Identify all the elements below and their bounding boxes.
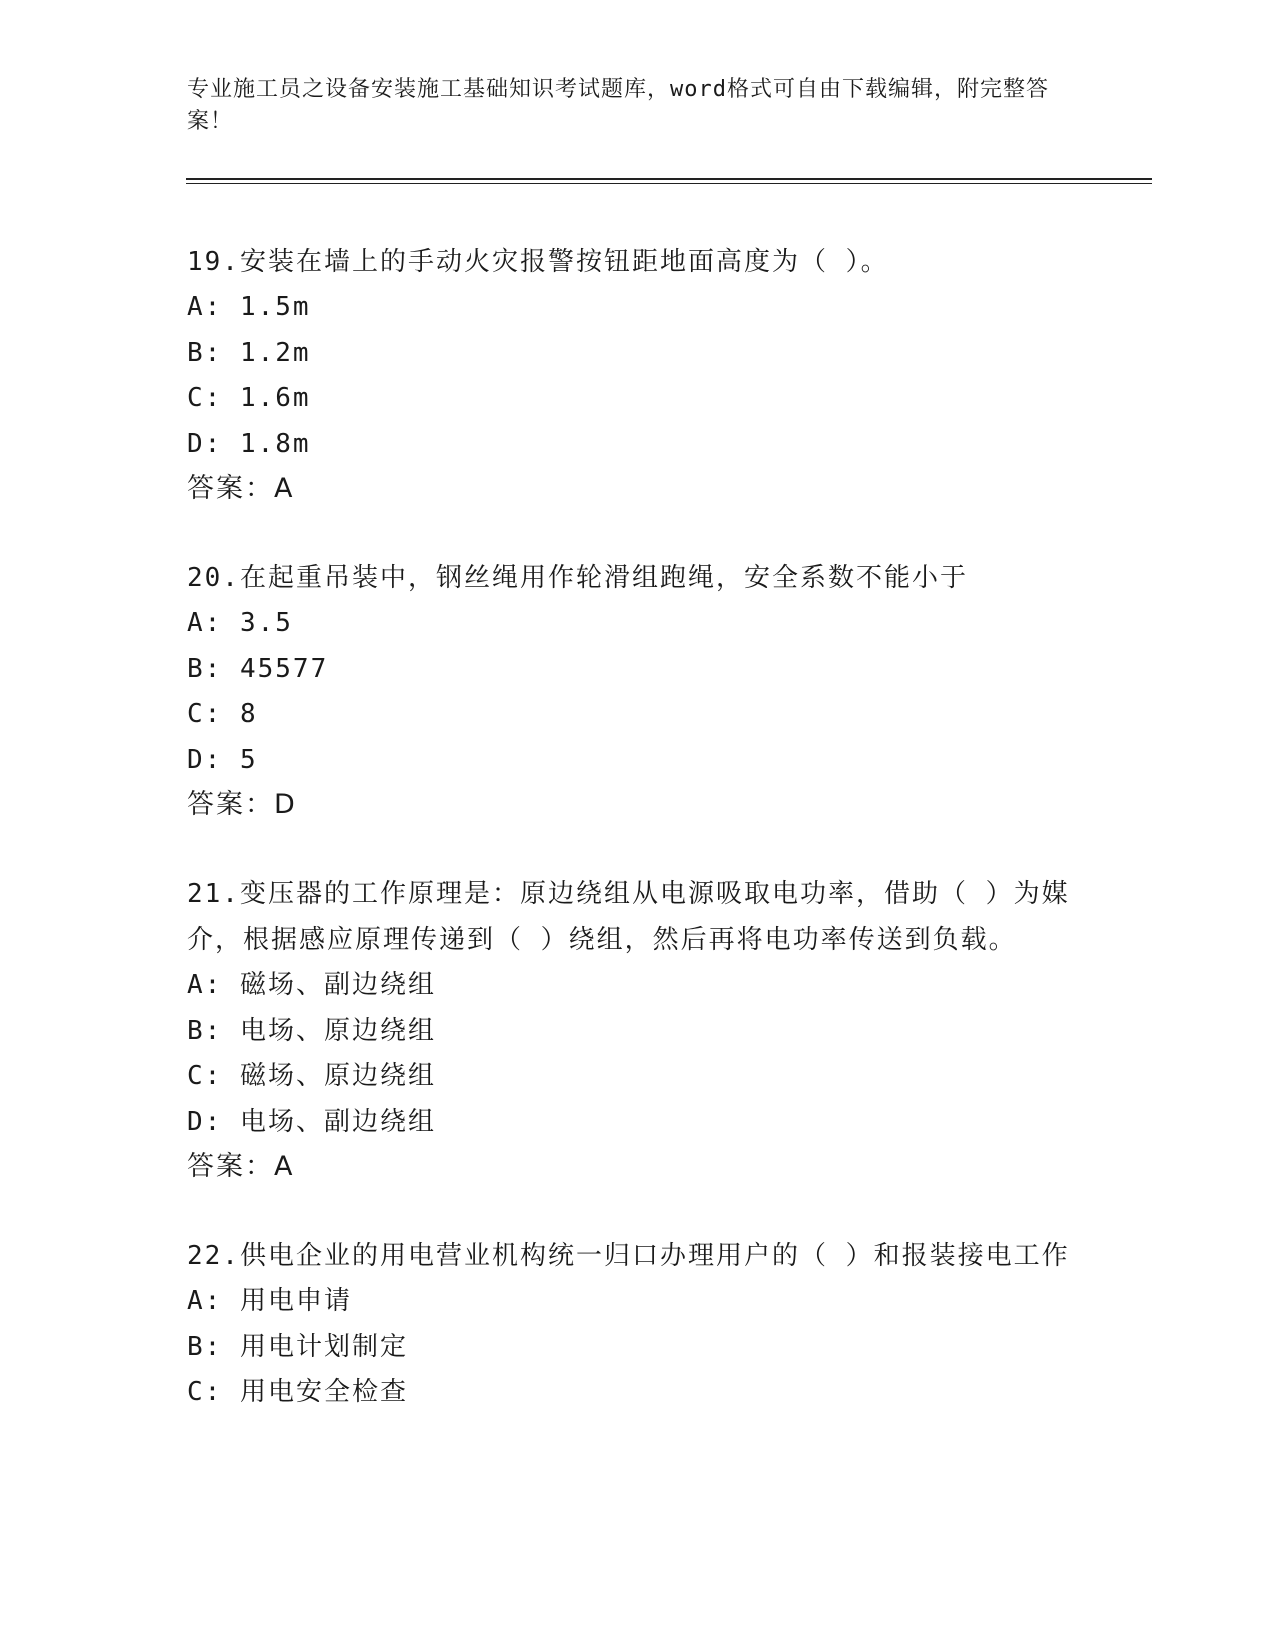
answer-line: 答案：D bbox=[187, 789, 297, 820]
option-d: D: 电场、副边绕组 bbox=[187, 1106, 436, 1137]
option-c: C: 8 bbox=[187, 699, 258, 729]
header-rule-thin bbox=[186, 183, 1152, 184]
option-d: D: 1.8m bbox=[187, 428, 311, 459]
option-c: C: 磁场、原边绕组 bbox=[187, 1061, 436, 1091]
answer-line: 答案：A bbox=[187, 1151, 295, 1182]
question-stem: 20.在起重吊装中，钢丝绳用作轮滑组跑绳，安全系数不能小于 bbox=[187, 563, 968, 593]
option-c: C: 1.6m bbox=[187, 383, 311, 413]
option-a: A: 3.5 bbox=[187, 608, 293, 638]
document-header: 专业施工员之设备安装施工基础知识考试题库，word格式可自由下载编辑，附完整答案！ bbox=[187, 77, 1049, 134]
option-d: D: 5 bbox=[187, 744, 258, 775]
question-list bbox=[187, 239, 1087, 1460]
question-stem: 22.供电企业的用电营业机构统一归口办理用户的（ ）和报装接电工作 bbox=[187, 1241, 1070, 1271]
question-22 bbox=[187, 1233, 1087, 1416]
question-19 bbox=[187, 239, 1087, 511]
option-b: B: 1.2m bbox=[187, 337, 311, 368]
header-rule-thick bbox=[186, 178, 1152, 180]
answer-line: 答案：A bbox=[187, 473, 295, 504]
question-stem: 21.变压器的工作原理是：原边绕组从电源吸取电功率，借助（ ）为媒介，根据感应原理传递到（ ）绕组，然后再将电功率传送到负载。 bbox=[187, 879, 1070, 955]
option-b: B: 45577 bbox=[187, 653, 329, 684]
option-b: B: 用电计划制定 bbox=[187, 1331, 408, 1362]
question-21 bbox=[187, 871, 1087, 1189]
option-a: A: 1.5m bbox=[187, 292, 311, 322]
question-stem: 19.安装在墙上的手动火灾报警按钮距地面高度为（ ）。 bbox=[187, 247, 889, 277]
question-20 bbox=[187, 555, 1087, 827]
option-b: B: 电场、原边绕组 bbox=[187, 1015, 436, 1046]
option-a: A: 磁场、副边绕组 bbox=[187, 970, 436, 1000]
option-c: C: 用电安全检查 bbox=[187, 1377, 408, 1407]
option-a: A: 用电申请 bbox=[187, 1286, 352, 1316]
